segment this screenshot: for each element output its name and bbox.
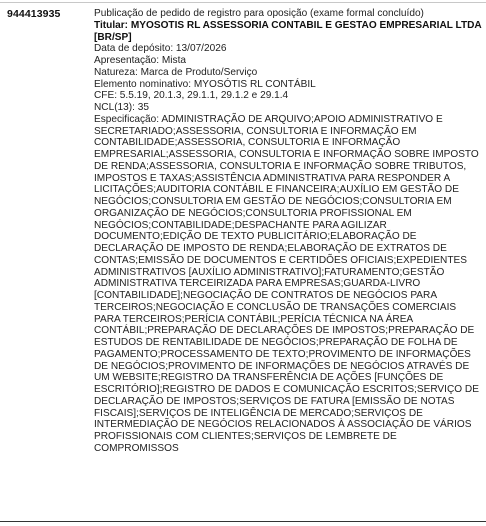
bottom-divider [0,521,486,522]
dispatch-text: Publicação de pedido de registro para oposição (exame formal concluído) [94,8,424,19]
deposit-date: Data de depósito: 13/07/2026 [94,43,227,55]
cfe-codes: CFE: 5.5.19, 20.1.3, 29.1.1, 29.1.2 e 29.1.4 [94,90,289,102]
top-divider [0,2,486,3]
publication-entry [94,8,482,455]
titular-label: Titular: [94,19,129,31]
process-number: 944413935 [7,8,61,20]
ncl-class: NCL(13): 35 [94,102,149,113]
titular-name: MYOSOTIS RL ASSESSORIA CONTABIL E GESTAO EMPRESARIAL LTDA [130,19,482,31]
presentation: Apresentação: Mista [94,55,187,66]
nominative-element: Elemento nominativo: MYOSÓTIS RL CONTÁBIL [94,78,316,90]
titular-country: [BR/SP] [94,31,132,43]
titular-block [94,20,482,44]
nature: Natureza: Marca de Produto/Serviço [94,66,258,78]
specification-text: Especificação: ADMINISTRAÇÃO DE ARQUIVO;APOIO ADMINISTRATIVO E SECRETARIADO;ASSESSORIA, CONSULTORIA E INFORMAÇÃO EM CONTABILIDADE;ASSESSORIA, CONSULTORIA E INFORMAÇÃO EMPRESARIAL;ASSESSORIA, CONSULTORIA E INFORMAÇÃO SOBRE IMPOSTO DE RENDA;ASSESSORIA, CONSULTORIA E INFORMAÇÃO SOBRE TRIBUTOS, IMPOSTOS E TAXAS;ASSISTÊNCIA ADMINISTRATIVA PARA RESPONDER A LICITAÇÕES;AUDITORIA CONTÁBIL E FINANCEIRA;AUXÍLIO EM GESTÃO DE NEGÓCIOS;CONSULTORIA EM GESTÃO DE NEGÓCIOS;CONSULTORIA EM ORGANIZAÇÃO DE NEGÓCIOS;CONSULTORIA PROFISSIONAL EM NEGÓCIOS;CONTABILIDADE;DESPACHANTE PARA AGILIZAR DOCUMENTO;EDIÇÃO DE TEXTO PUBLICITÁRIO;ELABORAÇÃO DE DECLARAÇÃO DE IMPOSTO DE RENDA;ELABORAÇÃO DE EXTRATOS DE CONTAS;EMISSÃO DE DOCUMENTOS E CERTIDÕES OFICIAIS;EXPEDIENTES ADMINISTRATIVOS [AUXÍLIO ADMINISTRATIVO];FATURAMENTO;GESTÃO ADMINISTRATIVA TERCEIRIZADA PARA EMPRESAS;GUARDA-LIVRO [CONTABILIDADE];NEGOCIAÇÃO DE CONTRATOS DE NEGÓCIOS PARA TERCEIROS;NEGOCIAÇÃO E CONCLUSÃO DE TRANSAÇÕES COMERCIAIS PARA TERCEIROS;PERÍCIA CONTÁBIL;PERÍCIA TÉCNICA NA ÁREA CONTÁBIL;PREPARAÇÃO DE DECLARAÇÕES DE IMPOSTOS;PREPARAÇÃO DE ESTUDOS DE RENTABILIDADE DE NEGÓCIOS;PREPARAÇÃO DE FOLHA DE PAGAMENTO;PROCESSAMENTO DE TEXTO;PROVIMENTO DE INFORMAÇÕES DE NEGÓCIOS;PROVIMENTO DE INFORMAÇÕES DE NEGÓCIOS ATRAVÉS DE UM WEBSITE;REGISTRO DA TRANSFERÊNCIA DE AÇÕES [FUNÇÕES DE ESCRITÓRIO];REGISTRO DE DADOS E COMUNICAÇÃO ESCRITOS;SERVIÇO DE DECLARAÇÃO DE IMPOSTOS;SERVIÇOS DE FATURA [EMISSÃO DE NOTAS FISCAIS];SERVIÇOS DE INTELIGÊNCIA DE MERCADO;SERVIÇOS DE INTERMEDIAÇÃO DE NEGÓCIOS RELACIONADOS À ASSOCIAÇÃO DE VÁRIOS PROFISSIONAIS COM CLIENTES;SERVIÇOS DE LEMBRETE DE COMPROMISSOS [94,113,479,454]
